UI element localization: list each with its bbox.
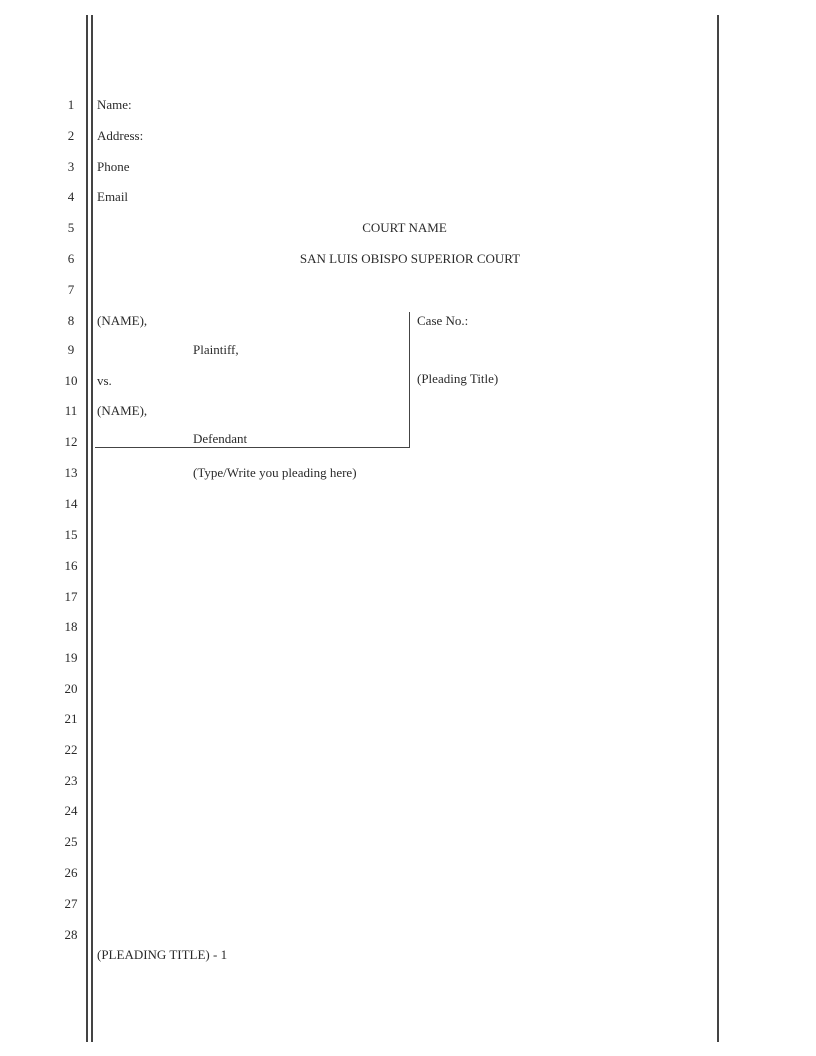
- line-number: 23: [64, 773, 78, 788]
- line-number: 17: [64, 589, 78, 604]
- phone-label: Phone: [97, 159, 130, 174]
- court-title: SAN LUIS OBISPO SUPERIOR COURT: [299, 251, 521, 266]
- address-label: Address:: [97, 128, 144, 143]
- line-number: 11: [64, 403, 78, 418]
- line-number: 26: [64, 865, 78, 880]
- name-label: Name:: [97, 97, 132, 112]
- line-number: 14: [64, 496, 78, 511]
- line-number: 21: [64, 711, 78, 726]
- plaintiff-name: (NAME),: [97, 313, 148, 328]
- line-number: 18: [64, 619, 78, 634]
- line-number: 9: [67, 342, 75, 357]
- left-margin-rule-outer: [86, 15, 88, 1042]
- line-number: 2: [67, 128, 75, 143]
- left-margin-rule-inner: [91, 15, 93, 1042]
- pleading-body-placeholder[interactable]: (Type/Write you pleading here): [193, 465, 357, 480]
- line-number: 19: [64, 650, 78, 665]
- line-number: 12: [64, 434, 78, 449]
- line-number: 7: [67, 282, 75, 297]
- line-number: 5: [67, 220, 75, 235]
- court-name: COURT NAME: [362, 220, 447, 235]
- versus: vs.: [97, 373, 112, 388]
- line-number: 3: [67, 159, 75, 174]
- line-number: 25: [64, 834, 78, 849]
- defendant-name: (NAME),: [97, 403, 148, 418]
- line-number: 20: [64, 681, 78, 696]
- caption-box-right-rule: [409, 312, 410, 448]
- case-number-label: Case No.:: [417, 313, 469, 328]
- plaintiff-label: Plaintiff,: [193, 342, 239, 357]
- line-number: 15: [64, 527, 78, 542]
- right-margin-rule: [717, 15, 719, 1042]
- line-number: 16: [64, 558, 78, 573]
- line-number: 28: [64, 927, 78, 942]
- line-number: 13: [64, 465, 78, 480]
- pleading-title: (Pleading Title): [417, 371, 499, 386]
- line-number: 24: [64, 803, 78, 818]
- email-label: Email: [97, 189, 129, 204]
- line-number: 6: [67, 251, 75, 266]
- line-number: 10: [64, 373, 78, 388]
- defendant-label: Defendant: [193, 431, 248, 446]
- line-number: 27: [64, 896, 78, 911]
- caption-box-bottom-rule: [95, 447, 410, 448]
- line-number: 22: [64, 742, 78, 757]
- line-number: 1: [67, 97, 75, 112]
- footer-page-label: (PLEADING TITLE) - 1: [97, 947, 228, 962]
- line-number: 4: [67, 189, 75, 204]
- line-number: 8: [67, 313, 75, 328]
